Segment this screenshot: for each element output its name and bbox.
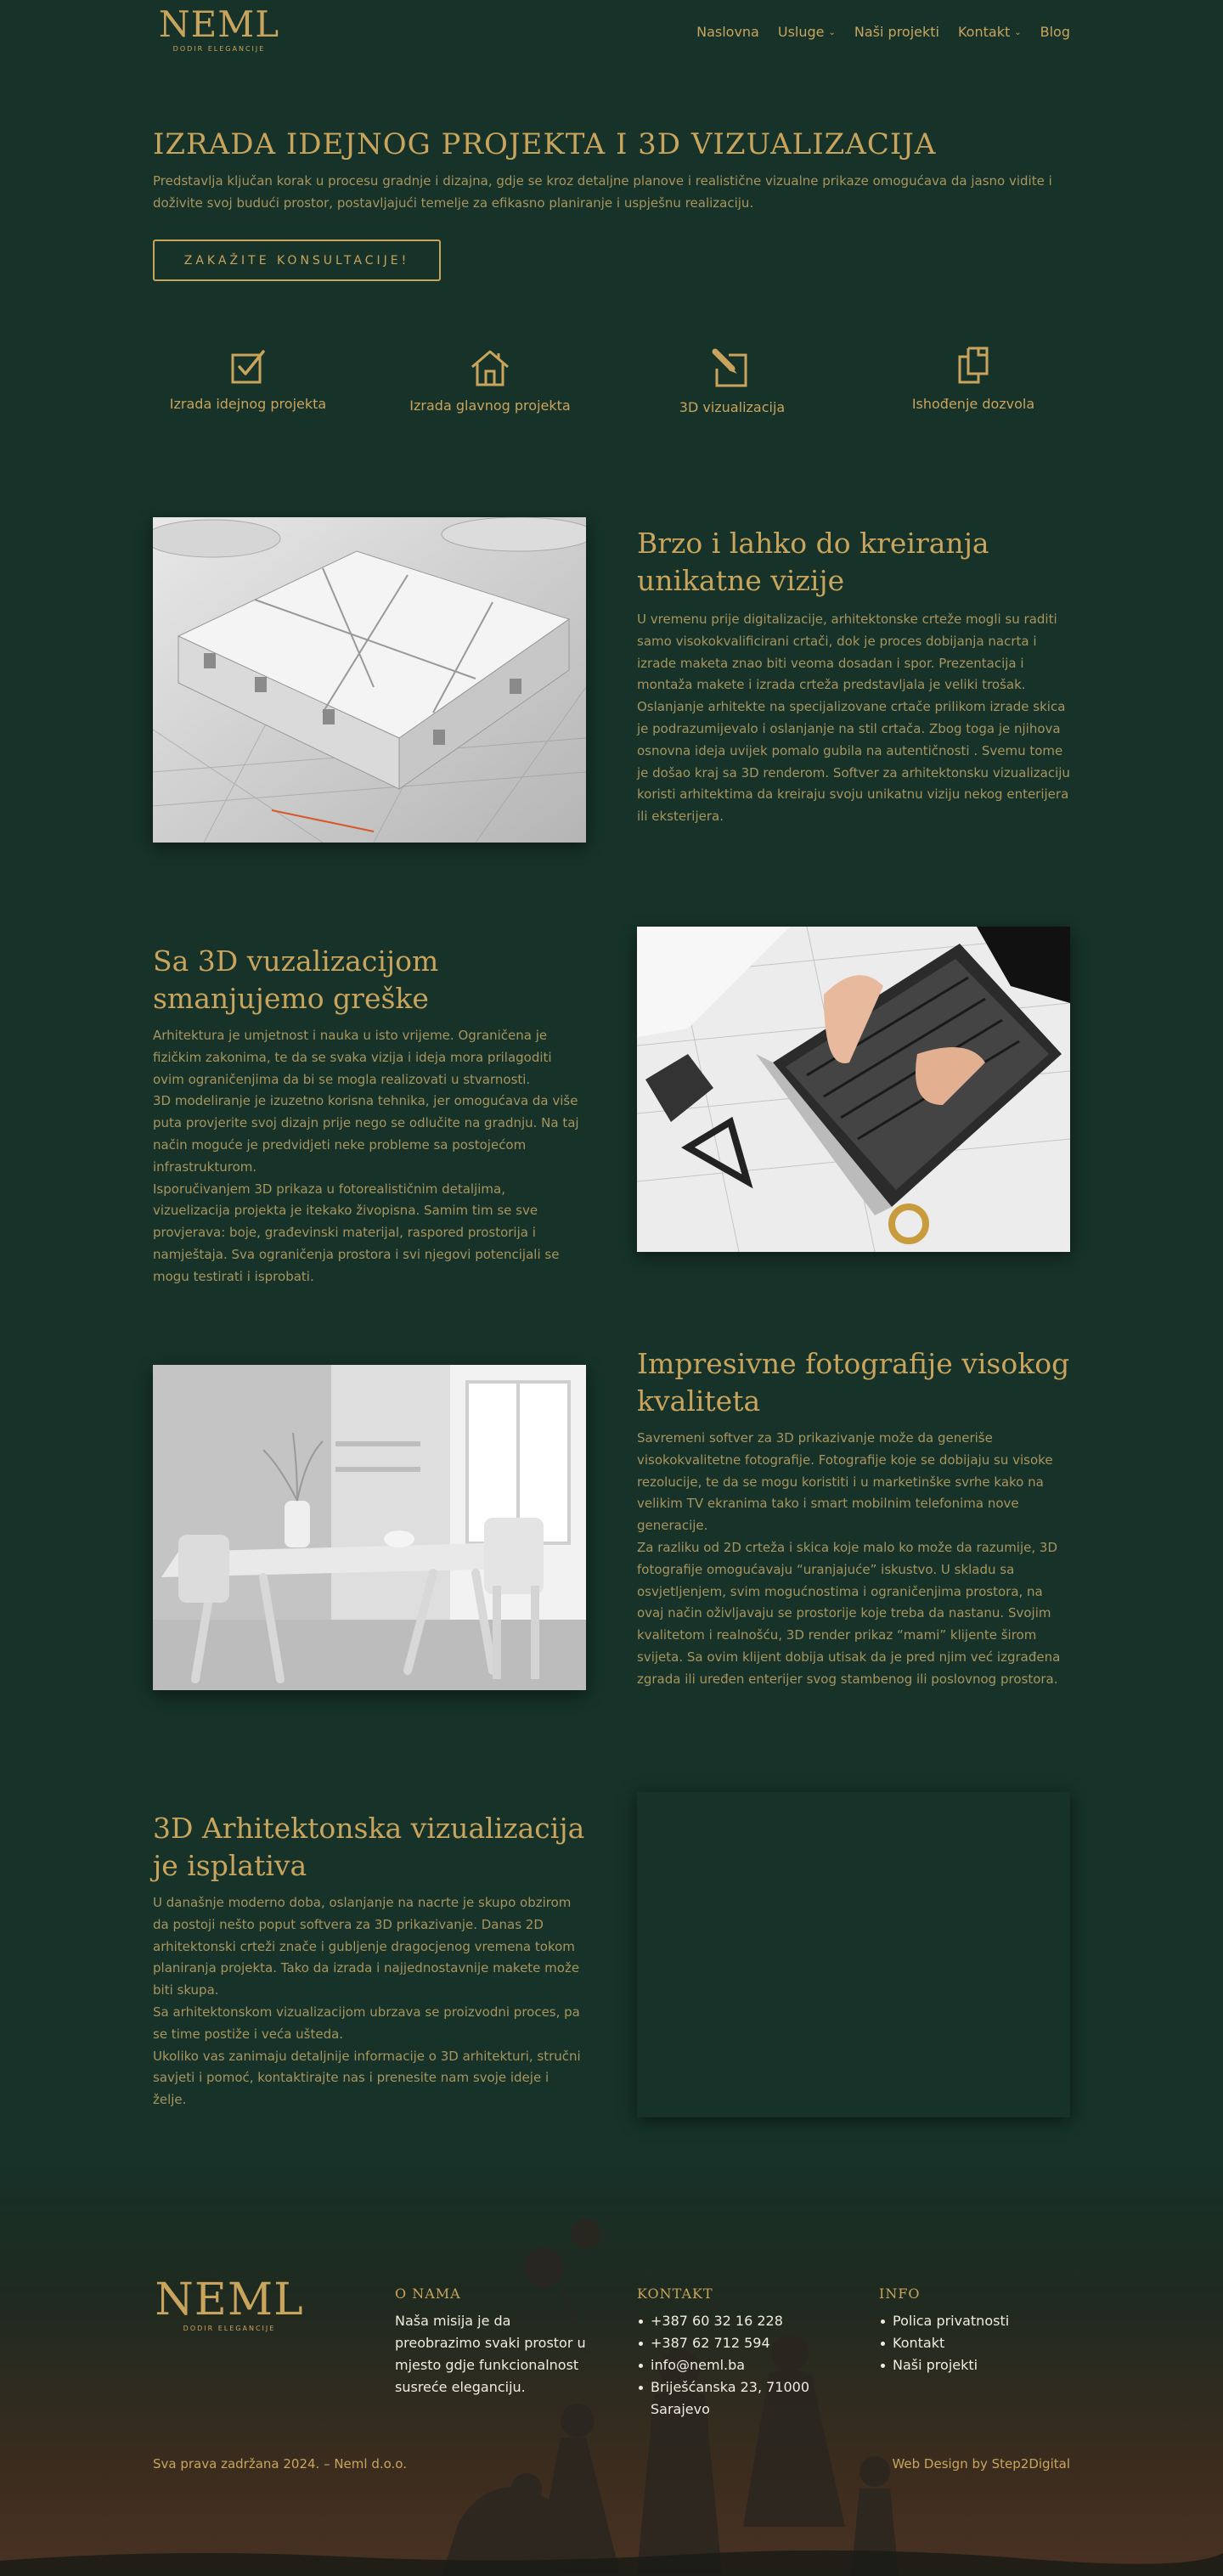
feature-dozvole[interactable] [854,345,1092,412]
nav-item-naslovna[interactable] [696,24,759,40]
copy-documents-icon [955,345,992,386]
contact-phone-1[interactable]: +387 60 32 16 228 [637,2310,849,2332]
logo-tagline: DODIR ELEGANCIJE [183,2325,276,2332]
footer-about [395,2283,599,2398]
nav-item-projekti[interactable] [854,24,939,40]
page-title: IZRADA IDEJNOG PROJEKTA I 3D VIZUALIZACIJA [153,127,937,161]
logo-wordmark: NEML [158,3,280,45]
laptop-blueprint-image [637,927,1070,1252]
section-paragraph: 3D modeliranje je izuzetno korisna tehnika, jer omogućava da više puta provjerite svoj dizajn prije nego se odlučite na gradnju. Na taj način moguće je predvidjeti neke probleme sa postojećom infrastrukturom. [153,1093,579,1175]
logo-wordmark: NEML [155,2274,304,2325]
section-text [637,609,1070,828]
nav-item-label: Blog [1040,24,1070,40]
contact-address: Briješćanska 23, 71000 Sarajevo [637,2376,849,2421]
copyright-text: Sva prava zadržana 2024. – Neml d.o.o. [153,2456,407,2472]
footer-about-text: Naša misija je da preobrazimo svaki prostor u mjesto gdje funkcionalnost susreće eleganciju. [395,2313,586,2395]
nav-item-kontakt[interactable] [958,24,1022,40]
nav-item-label: Naši projekti [854,24,939,40]
footer-contact-title: KONTAKT [637,2286,713,2302]
chevron-down-icon: ⌄ [828,28,836,37]
feature-label: Izrada glavnog projekta [409,397,571,414]
section-paragraph: U današnje moderno doba, oslanjanje na nacrte je skupo obzirom da postoji nešto poput softvera za 3D prikazivanje. Danas 2D arhitektonski crteži znače i gubljenje dragocjenog vremena tokom planiranja projekta. Tako da izrada i najjednostavnije makete može biti skupa. [153,1895,580,1998]
logo-tagline: DODIR ELEGANCIJE [172,45,266,53]
footer-link-contact[interactable]: Kontakt [879,2332,1091,2354]
consultation-button[interactable]: ZAKAŽITE KONSULTACIJE! [153,240,441,281]
section-title: Sa 3D vuzalizacijom smanjujemo greške [153,944,439,1015]
section-paragraph: U vremenu prije digitalizacije, arhitektonske crteže mogli su raditi samo visokokvalificirani crtači, dok je proces dobijanja nacrta i izrade maketa znao biti veoma dosadan i spor. Prezentacija i montaža makete i izrada crteža predstavljala je veliki trošak. Oslanjanje arhitekte na specijalizovane crtače prilikom izrade skica je podrazumijevalo i oslanjanje na stil crtača. Zbog toga je njihova osnovna ideja uvijek pomalo gubila na autentičnosti . Svemu tome je došao kraj sa 3D renderom. Softver za arhitektonsku vizualizaciju koristi arhitektima da kreiraju svoju unikatnu viziju nekog enterijera ili eksterijera. [637,612,1070,825]
section-title: Impresivne fotografije visokog kvaliteta [637,1347,1070,1418]
feature-label: Ishođenje dozvola [911,396,1035,412]
feature-3d-vizualizacija[interactable] [613,348,851,415]
footer-about-title: O NAMA [395,2286,461,2302]
footer-info-title: INFO [879,2286,921,2302]
section-title: Brzo i lahko do kreiranja unikatne vizije [637,527,989,597]
house-icon [470,348,510,387]
section-paragraph: Savremeni softver za 3D prikazivanje može da generiše visokokvalitetne fotografije. Fotografije koje se dobijaju su visoke rezolucije, te da se mogu koristiti i u marketinške svrhe kako na velikim TV ekranima tako i smart mobilnim telefonima nove generacije. [637,1430,1053,1534]
feature-idejni-projekt[interactable] [129,348,367,412]
section-paragraph: Ukoliko vas zanimaju detaljnije informacije o 3D arhitekturi, stručni savjeti i pomoć, kontaktirajte nas i prenesite nam svoje ideje i želje. [153,2048,581,2108]
section-text [637,1428,1070,1691]
footer-info [879,2283,1091,2376]
feature-glavni-projekt[interactable] [371,348,609,414]
section-paragraph: Za razliku od 2D crteža i skica koje malo ko može da razumije, 3D fotografije omogućavaju “uranjajuće” iskustvo. U skladu sa osvjetljenjem, svim mogućnostima i ograničenjima prostora, na ovaj način oživljavaju se prostorije koje treba da nastanu. Svojim kvalitetom i realnošću, 3D render prikaz “mami” klijente širom svijeta. Sa ovim klijent dobija utisak da je pred njim već izgrađena zgrada ili uređen enterijer svog stambenog ili poslovnog prostora. [637,1539,1061,1687]
section-text [153,1892,586,2111]
footer-logo[interactable] [153,2276,306,2332]
image-placeholder [637,1792,1070,2117]
site-logo[interactable] [153,5,285,53]
nav-item-label: Usluge [777,24,825,40]
checkbox-icon [229,348,267,386]
web-design-credit-link[interactable]: Web Design by Step2Digital [892,2456,1070,2472]
main-nav [696,24,1070,40]
chevron-down-icon: ⌄ [1014,28,1022,37]
house-model-image [153,517,586,843]
feature-label: Izrada idejnog projekta [169,396,327,412]
section-paragraph: Isporučivanjem 3D prikaza u fotorealističnim detaljima, vizuelizacija projekta je itekako živopisna. Samim tim se sve provjerava: boje, građevinski materijal, raspored prostorija i namještaja. Sva ograničenja prostora i svi njegovi potencijali se mogu testirati i isprobati. [153,1181,560,1284]
section-paragraph: Arhitektura je umjetnost i nauka u isto vrijeme. Ograničena je fizičkim zakonima, te da se svaka vizija i ideja mora prilagoditi ovim ograničenjima da bi se mogla realizovati u stvarnosti. [153,1028,552,1087]
nav-item-label: Naslovna [696,24,759,40]
nav-item-blog[interactable] [1040,24,1070,40]
hero-description: Predstavlja ključan korak u procesu gradnje i dizajna, gdje se kroz detaljne planove i realistične vizualne prikaze omogućava da jasno vidite i doživite svoj budući prostor, postavljajući temelje za efikasno planiranje i uspješnu realizaciju. [153,173,1052,211]
feature-label: 3D vizualizacija [679,399,786,415]
site-footer [0,2149,1223,2576]
footer-link-privacy[interactable]: Polica privatnosti [879,2310,1091,2332]
contact-phone-2[interactable]: +387 62 712 594 [637,2332,849,2354]
section-text [153,1025,586,1288]
section-title: 3D Arhitektonska vizualizacija je isplativa [153,1812,585,1882]
dining-room-render-image [153,1365,586,1690]
site-header [0,0,1223,68]
section-paragraph: Sa arhitektonskom vizualizacijom ubrzava se proizvodni proces, pa se time postiže i veća ušteda. [153,2004,580,2042]
footer-link-projects[interactable]: Naši projekti [879,2354,1091,2376]
contact-email[interactable]: info@neml.ba [637,2354,849,2376]
pencil-square-icon [712,348,752,389]
footer-contact [637,2283,849,2421]
nav-item-usluge[interactable] [778,24,836,40]
nav-item-label: Kontakt [957,24,1011,40]
